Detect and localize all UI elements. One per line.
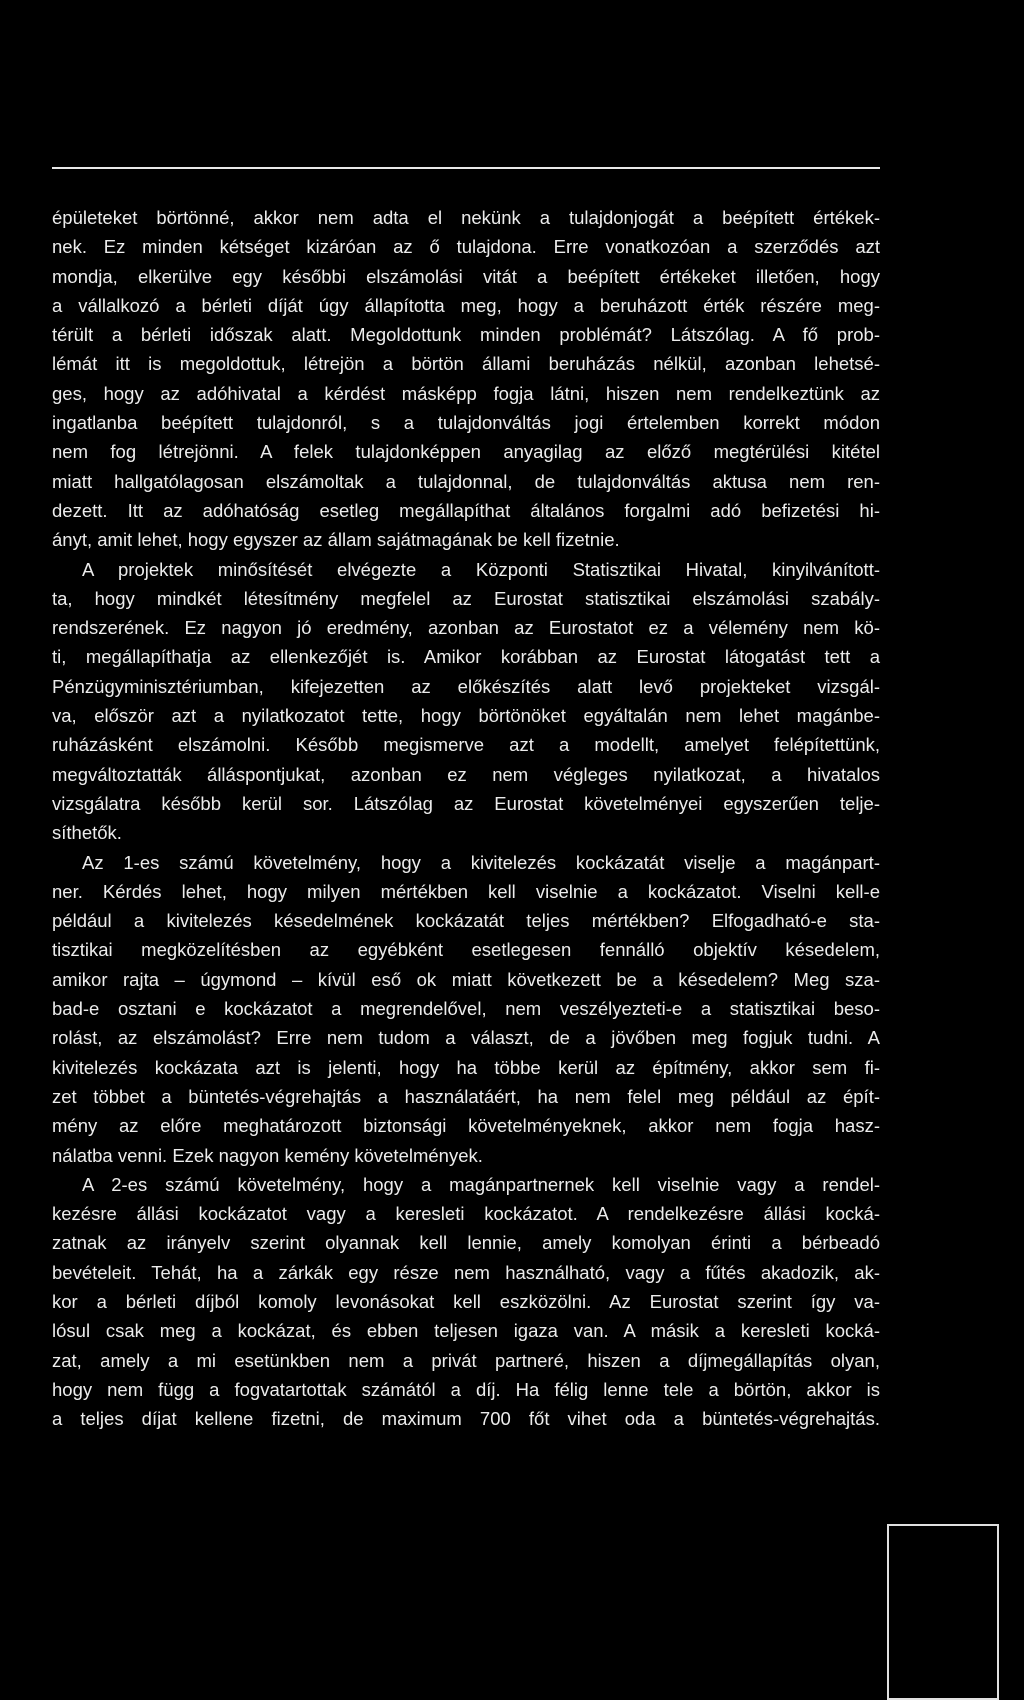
text-line: megváltoztatták álláspontjukat, azonban ez nem végleges nyilatkozat, a hivatalos [52,763,880,785]
text-line: térült a bérleti időszak alatt. Megoldottunk minden problémát? Látszólag. A fő prob- [52,324,880,346]
text-line: rendszerének. Ez nagyon jó eredmény, azonban az Eurostatot ez a vélemény nem kö- [52,617,880,639]
text-line: kor a bérleti díjból komoly levonásokat kell eszközölni. Az Eurostat szerint így va- [52,1290,880,1312]
text-line: ner. Kérdés lehet, hogy milyen mértékben kell viselnie a kockázatot. Viselni kell-e [52,880,880,902]
text-line: A 2-es számú követelmény, hogy a magánpartnernek kell viselnie vagy a rendel- [82,1173,880,1195]
text-line: a vállalkozó a bérleti díját úgy állapította meg, hogy a beruházott érték részére meg- [52,294,880,316]
text-line: bad-e osztani e kockázatot a megrendelővel, nem veszélyezteti-e a statisztikai beso- [52,998,880,1020]
text-line: A projektek minősítését elvégezte a Központi Statisztikai Hivatal, kinyilvánított- [82,558,880,580]
text-line: kivitelezés kockázata azt is jelenti, hogy ha többe kerül az építmény, akkor sem fi- [52,1056,880,1078]
text-line: ta, hogy mindkét létesítmény megfelel az Eurostat statisztikai elszámolási szabály- [52,587,880,609]
text-line: mény az előre meghatározott biztonsági követelményeknek, akkor nem fogja hasz- [52,1115,880,1137]
text-line: nálatba venni. Ezek nagyon kemény követelmények. [52,1144,483,1166]
text-line: ruházásként elszámolni. Később megismerve azt a modellt, amelyet felépítettünk, [52,734,880,756]
text-line: bevételeit. Tehát, ha a zárkák egy része nem használható, vagy a fűtés akadozik, ak- [52,1261,880,1283]
text-line: dezett. Itt az adóhatóság esetleg megállapíthat általános forgalmi adó befizetési hi- [52,499,880,521]
text-line: miatt hallgatólagosan elszámoltak a tulajdonnal, de tulajdonváltás aktusa nem ren- [52,470,880,492]
text-line: nek. Ez minden kétséget kizáróan az ő tulajdona. Erre vonatkozóan a szerződés azt [52,236,880,258]
margin-box [887,1524,999,1700]
text-line: vizsgálatra később kerül sor. Látszólag az Eurostat követelményei egyszerűen telje- [52,792,880,814]
text-line: lémát itt is megoldottuk, létrejön a börtön állami beruházás nélkül, azonban lehetsé- [52,353,880,375]
text-line: épületeket börtönné, akkor nem adta el nekünk a tulajdonjogát a beépített értékek- [52,207,880,228]
text-line: lósul csak meg a kockázat, és ebben teljesen igaza van. A másik a keresleti kocká- [52,1320,880,1342]
text-line: például a kivitelezés késedelmének kockázatát teljes mértékben? Elfogadható-e sta- [52,910,880,932]
text-line: nem fog létrejönni. A felek tulajdonképpen anyagilag az előző megtérülési kitétel [52,441,880,463]
text-line: ges, hogy az adóhivatal a kérdést másképp fogja látni, hiszen nem rendelkeztünk az [52,382,880,404]
text-line: Pénzügyminisztériumban, kifejezetten az előkészítés alatt levő projekteket vizsgál- [52,675,880,697]
text-line: tisztikai megközelítésben az egyébként esetlegesen fennálló objektív késedelem, [52,939,880,961]
text-line: rolást, az elszámolást? Erre nem tudom a választ, de a jövőben meg fogjuk tudni. A [52,1027,880,1049]
text-line: a teljes díjat kellene fizetni, de maximum 700 főt vihet oda a büntetés-végrehajtás. [52,1408,880,1430]
text-line: ingatlanba beépített tulajdonról, s a tulajdonváltás jogi értelemben korrekt módon [52,412,880,434]
text-line: amikor rajta – úgymond – kívül eső ok miatt következett be a késedelem? Meg sza- [52,968,880,990]
text-line: zatnak az irányelv szerint olyannak kell lennie, amely komolyan érinti a bérbeadó [52,1232,880,1254]
body-text [52,203,880,1433]
text-line: ányt, amit lehet, hogy egyszer az állam sajátmagának be kell fizetnie. [52,529,620,551]
text-line: hogy nem függ a fogvatartottak számától a díj. Ha félig lenne tele a börtön, akkor is [52,1378,880,1400]
text-line: ti, megállapíthatja az ellenkezőjét is. Amikor korábban az Eurostat látogatást tett a [52,646,880,668]
text-line: Az 1-es számú követelmény, hogy a kivitelezés kockázatát viselje a magánpart- [82,851,880,873]
text-line: zet többet a büntetés-végrehajtás a használatáért, ha nem felel meg például az épít- [52,1085,880,1107]
text-line: kezésre állási kockázatot vagy a keresleti kockázatot. A rendelkezésre állási kocká- [52,1203,880,1225]
header-rule [52,167,880,169]
text-line: va, először azt a nyilatkozatot tette, hogy börtönöket egyáltalán nem lehet magánbe- [52,705,880,727]
text-line: síthetők. [52,822,122,844]
text-line: zat, amely a mi esetünkben nem a privát partneré, hiszen a díjmegállapítás olyan, [52,1349,880,1371]
text-line: mondja, elkerülve egy későbbi elszámolási vitát a beépített értékeket illetően, hogy [52,265,880,287]
